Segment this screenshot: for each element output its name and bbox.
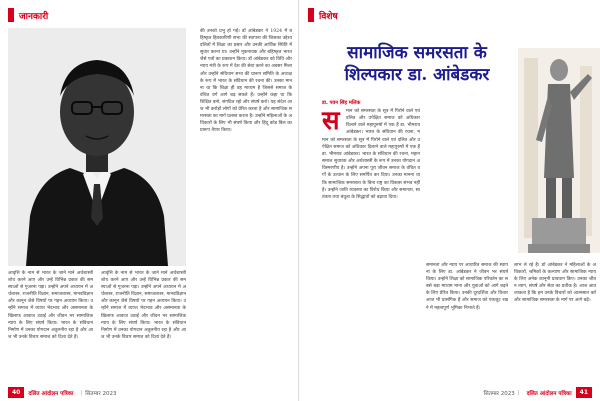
issue-date: सितम्बर 2023 — [483, 390, 515, 397]
statue-illustration — [518, 48, 600, 253]
headline-line-2: शिल्पकार डा. आंबेडकर — [344, 65, 490, 85]
page-number: 40 — [8, 387, 24, 398]
drop-cap: स — [322, 106, 340, 136]
right-column-1-top: मान को समरसता के सूत्र में पिरोने वाले एवं दलित और उपेक्षित समाज को अधिकार दिलाने वाले महापुरुषों में एक हैं डा. भीमराव आंबेडकर। भारत के संविधान की रचना, म — [346, 109, 420, 136]
right-page — [300, 0, 600, 401]
section-marker — [8, 8, 14, 22]
section-label-text: विशेष — [319, 11, 338, 22]
author-byline: डा. पवन सिंह मलिक — [322, 100, 361, 106]
publication-name: दलित आंदोलन पत्रिका — [28, 390, 74, 397]
right-column-3: लाभ ले रहे हैं। डॉ आंबेडकर ने महिलाओं के अधिकारों, श्रमिकों के कल्याण और सामाजिक न्याय के लिए अनेक कानूनी प्रावधान किए। उनका जीवन त्याग, संघर्ष और सेवा का प्रतीक है। आज आवश्यकता है कि हम उनके विचारों को आत्मसात करें और सामाजिक समरसता के मार्ग पर आगे बढ़ें। — [514, 263, 596, 304]
footer-divider: | — [80, 389, 83, 396]
footer-divider: | — [517, 389, 520, 396]
left-column-1: आवृत्ति के नाम से भारत के जाने माने अर्थशास्त्री शोध करने आए और उन्हें विभिन्न प्रकार की समस्याओं से गुजरना पड़ा। उन्होंने अपने अध्ययन में अर्थशास्त्र, राजनीति विज्ञान, समाजशास्त्र, मानवविज्ञान और कानून जैसे विषयों पर गहन अध्ययन किया। उन्होंने समाज में व्याप्त भेदभाव और असमानता के खिलाफ आवाज उठाई और जीवन भर सामाजिक न्याय के लिए संघर्ष किया। भारत के संविधान निर्माण में उनका योगदान अतुलनीय रहा है और आज भी उनके विचार समाज को दिशा देते हैं। — [8, 271, 93, 340]
section-label-right — [308, 8, 338, 22]
headline-line-1: सामाजिक समरसता के — [347, 43, 487, 63]
footer-right — [484, 386, 592, 399]
left-column-2: की उनको प्रभु हो गई। डॉ आंबेडकर ने 1924 में बहिष्कृत हितकारिणी सभा की स्थापना की जिसका उद्देश्य दलितों में शिक्षा का प्रसार और उनकी आर्थिक स्थिति में सुधार करना था। उन्होंने मूकनायक और बहिष्कृत भारत जैसे पत्रों का प्रकाशन किया। डॉ आंबेडकर को विधि और न्याय मंत्री के रूप में देश की सेवा करने का अवसर मिला और उन्होंने संविधान सभा की प्रारूप समिति के अध्यक्ष के रूप में भारत के संविधान की रचना की। उनका मानना था कि शिक्षा ही वह माध्यम है जिससे समाज के वंचित वर्ग आगे बढ़ सकते हैं। उन्होंने कहा था कि शिक्षित बनो, संगठित रहो और संघर्ष करो। यह संदेश आज भी करोड़ों लोगों को प्रेरित करता है और सामाजिक समरसता का मार्ग प्रशस्त करता है। उन्होंने महिलाओं के अधिकारों के लिए भी संघर्ष किया और हिंदू कोड बिल का प्रारूप तैयार किया। — [200, 29, 292, 134]
right-column-2: समानता और न्याय पर आधारित समाज की स्थापना के लिए डा. आंबेडकर ने जीवन भर संघर्ष किया। उन्होंने शिक्षा को सामाजिक परिवर्तन का सबसे बड़ा माध्यम माना और युवाओं को आगे बढ़ने के लिए प्रेरित किया। उनकी दूरदर्शिता और विचार आज भी प्रासंगिक हैं और समाज को एकजुट रखने में महत्वपूर्ण भूमिका निभाते हैं। — [426, 263, 508, 311]
publication-name: दलित आंदोलन पत्रिका — [526, 390, 572, 397]
page-number: 41 — [576, 387, 592, 398]
section-label-left — [8, 8, 48, 22]
issue-date: सितम्बर 2023 — [85, 390, 117, 397]
ambedkar-portrait-photo — [8, 28, 186, 266]
left-page — [0, 0, 299, 401]
ambedkar-statue-image — [518, 48, 600, 253]
section-label-text: जानकारी — [19, 11, 49, 22]
portrait-illustration — [8, 28, 186, 266]
right-column-1: मान को समरसता के सूत्र में पिरोने वाले एवं दलित और उपेक्षित समाज को अधिकार दिलाने वाले महापुरुषों में एक हैं डा. भीमराव आंबेडकर। भारत के संविधान की रचना, महान समाज सुधारक और अर्थशास्त्री के रूप में उनका योगदान अविस्मरणीय है। उन्होंने अपना पूरा जीवन समाज के वंचित वर्गों के उत्थान के लिए समर्पित कर दिया। उनका मानना था कि सामाजिक समरसता के बिना राष्ट्र का विकास संभव नहीं है। उन्होंने जाति व्यवस्था का विरोध किया और समानता, स्वतंत्रता तथा बंधुत्व के सिद्धांतों को बढ़ावा दिया। — [322, 138, 420, 200]
article-headline — [322, 42, 512, 86]
footer-left — [8, 386, 116, 399]
left-column-1b: आवृत्ति के नाम से भारत के जाने माने अर्थशास्त्री शोध करने आए और उन्हें विभिन्न प्रकार की समस्याओं से गुजरना पड़ा। उन्होंने अपने अध्ययन में अर्थशास्त्र, राजनीति विज्ञान, समाजशास्त्र, मानवविज्ञान और कानून जैसे विषयों पर गहन अध्ययन किया। उन्होंने समाज में व्याप्त भेदभाव और असमानता के खिलाफ आवाज उठाई और जीवन भर सामाजिक न्याय के लिए संघर्ष किया। भारत के संविधान निर्माण में उनका योगदान अतुलनीय रहा है और आज भी उनके विचार समाज को दिशा देते हैं। — [101, 271, 186, 340]
section-marker — [308, 8, 314, 22]
